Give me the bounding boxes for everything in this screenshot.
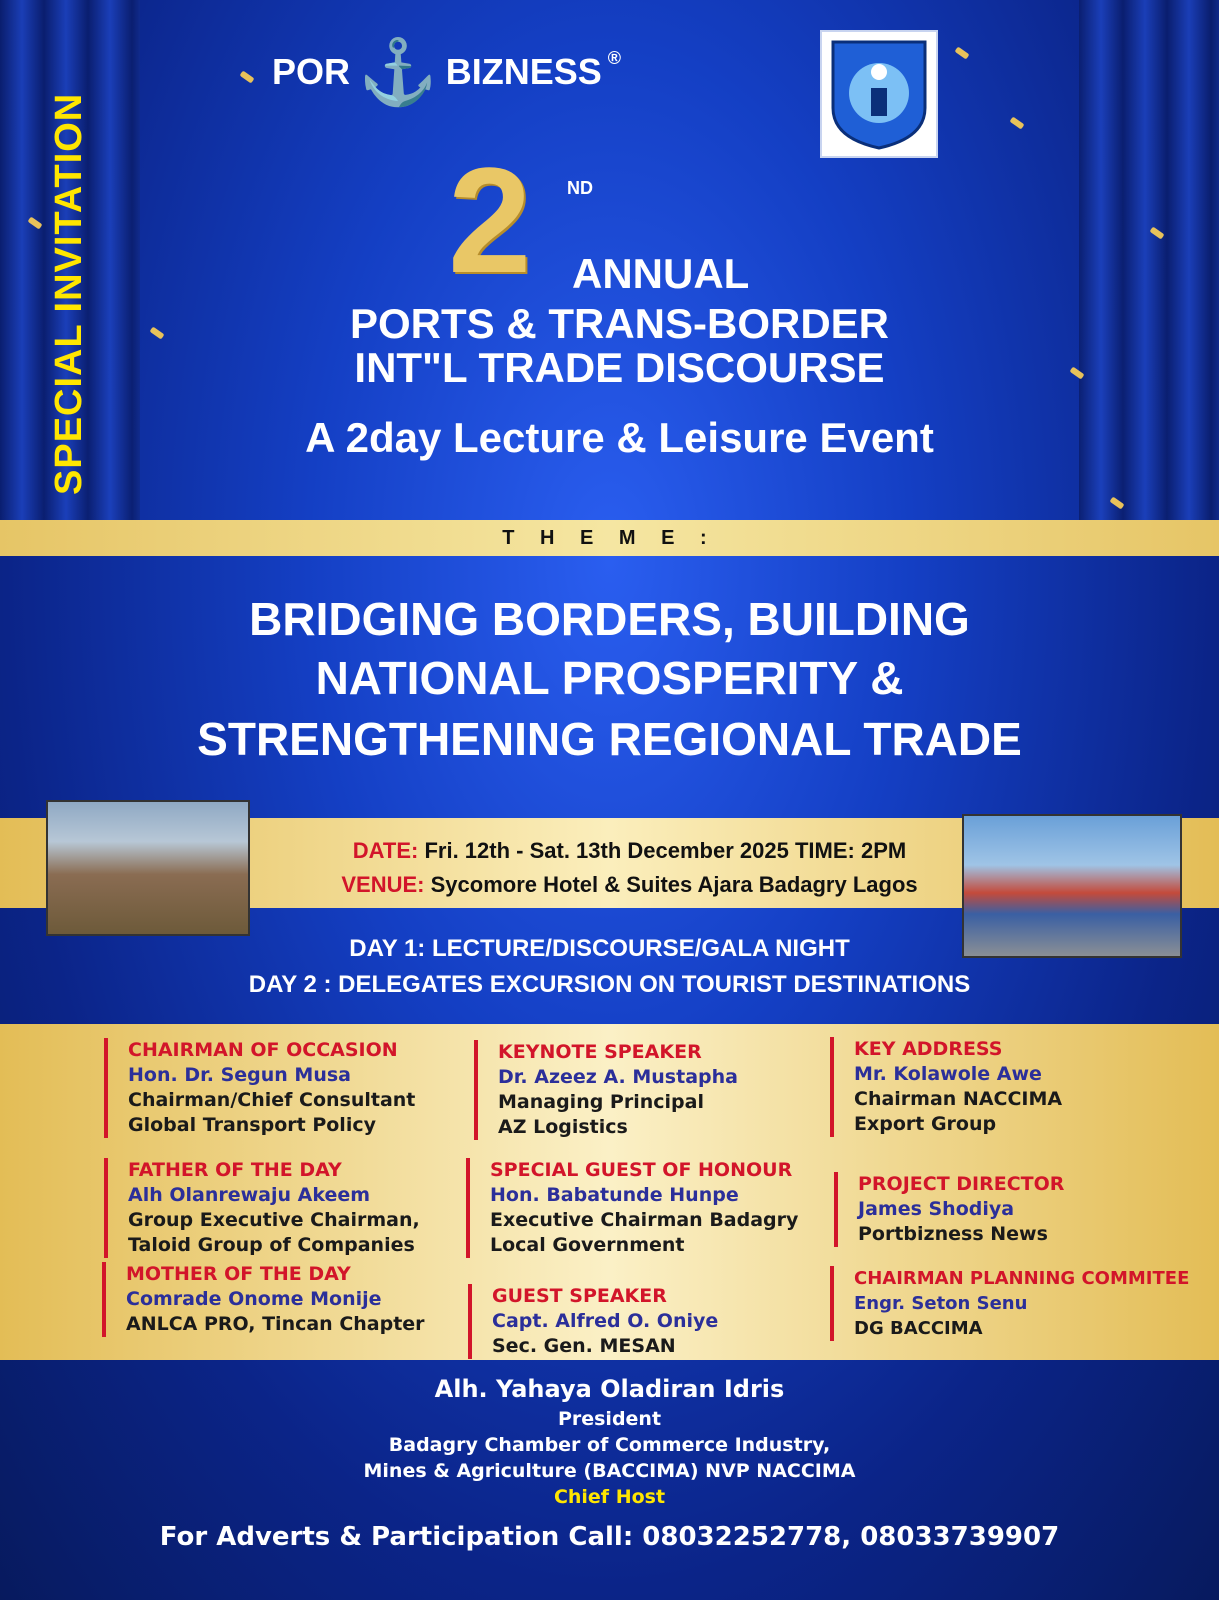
dignitary-name: Comrade Onome Monije bbox=[126, 1288, 382, 1310]
host-org-line1: Badagry Chamber of Commerce Industry, bbox=[388, 1434, 831, 1456]
dignitary-role: PROJECT DIRECTOR bbox=[858, 1173, 1065, 1195]
dignitary-desc: Global Transport Policy bbox=[128, 1114, 376, 1136]
chamber-seal-logo bbox=[820, 30, 938, 158]
theme-label: T H E M E : bbox=[0, 520, 1219, 556]
dignitary-desc: Chairman/Chief Consultant bbox=[128, 1089, 416, 1111]
dignitary-desc: DG BACCIMA bbox=[854, 1318, 983, 1339]
dignitary-desc: Executive Chairman Badagry bbox=[490, 1209, 799, 1231]
event-title-line2: INT"L TRADE DISCOURSE bbox=[354, 344, 885, 391]
dignitary-role: SPECIAL GUEST OF HONOUR bbox=[490, 1159, 793, 1181]
dignitary-name: Mr. Kolawole Awe bbox=[854, 1063, 1042, 1085]
dignitary-card bbox=[830, 1266, 1189, 1341]
dignitary-card bbox=[830, 1037, 1062, 1137]
dignitary-role: CHAIRMAN PLANNING COMMITEE bbox=[854, 1268, 1190, 1289]
registered-mark: ® bbox=[607, 47, 621, 68]
host-name: Alh. Yahaya Oladiran Idris bbox=[434, 1375, 785, 1403]
time-label: TIME: bbox=[794, 838, 855, 863]
time-value: 2PM bbox=[860, 838, 907, 863]
dignitary-desc: Taloid Group of Companies bbox=[128, 1234, 415, 1256]
date-value: Fri. 12th - Sat. 13th December 2025 bbox=[424, 838, 789, 863]
ordinal-number: 2 bbox=[448, 136, 532, 304]
dignitary-card bbox=[474, 1040, 738, 1140]
theme-line2: NATIONAL PROSPERITY & bbox=[315, 652, 904, 704]
dignitary-card bbox=[834, 1172, 1064, 1247]
border-fence-photo bbox=[46, 800, 250, 936]
dignitary-name: James Shodiya bbox=[858, 1198, 1015, 1220]
venue-line bbox=[20, 872, 1219, 898]
dignitary-name: Hon. Dr. Segun Musa bbox=[128, 1064, 351, 1086]
dignitary-role: KEYNOTE SPEAKER bbox=[498, 1041, 702, 1063]
chamber-seal-icon bbox=[827, 38, 931, 150]
dignitary-role: CHAIRMAN OF OCCASION bbox=[128, 1039, 398, 1061]
day2-program: DAY 2 : DELEGATES EXCURSION ON TOURIST DESTINATIONS bbox=[248, 971, 971, 998]
dignitary-card bbox=[104, 1038, 415, 1138]
dignitary-desc: Chairman NACCIMA bbox=[854, 1088, 1063, 1110]
event-subtitle: A 2day Lecture & Leisure Event bbox=[305, 414, 934, 461]
host-role: Chief Host bbox=[553, 1486, 666, 1508]
dignitary-desc: Group Executive Chairman, bbox=[128, 1209, 420, 1231]
contact-line: For Adverts & Participation Call: 08032252778, 08033739907 bbox=[159, 1522, 1060, 1552]
dignitary-role: FATHER OF THE DAY bbox=[128, 1159, 342, 1181]
dignitary-card bbox=[104, 1158, 420, 1258]
ordinal-suffix: ND bbox=[567, 178, 593, 198]
dignitary-name: Dr. Azeez A. Mustapha bbox=[498, 1066, 738, 1088]
event-title-line1: PORTS & TRANS-BORDER bbox=[349, 300, 889, 347]
day1-program: DAY 1: LECTURE/DISCOURSE/GALA NIGHT bbox=[349, 935, 850, 962]
theme-line1: BRIDGING BORDERS, BUILDING bbox=[249, 593, 970, 645]
date-label: DATE: bbox=[352, 838, 419, 863]
dignitary-desc: Export Group bbox=[854, 1113, 997, 1135]
dignitary-name: Hon. Babatunde Hunpe bbox=[490, 1184, 739, 1206]
portbizness-logo bbox=[272, 36, 621, 108]
host-title: President bbox=[557, 1408, 662, 1430]
dignitary-role: KEY ADDRESS bbox=[854, 1038, 1003, 1060]
special-invitation-label: SPECIAL INVITATION bbox=[48, 92, 90, 495]
logo-text-left: POR bbox=[272, 51, 351, 92]
dignitary-desc: AZ Logistics bbox=[498, 1116, 628, 1138]
venue-label: VENUE: bbox=[341, 872, 425, 897]
anchor-icon: ⚓ bbox=[358, 36, 438, 108]
annual-label: ANNUAL bbox=[572, 250, 750, 297]
dignitary-desc: ANLCA PRO, Tincan Chapter bbox=[126, 1313, 425, 1335]
host-org-line2: Mines & Agriculture (BACCIMA) NVP NACCIMA bbox=[363, 1460, 856, 1482]
dignitary-name: Alh Olanrewaju Akeem bbox=[128, 1184, 371, 1206]
dignitary-role: MOTHER OF THE DAY bbox=[126, 1263, 351, 1285]
dignitary-card bbox=[466, 1158, 798, 1258]
venue-value: Sycomore Hotel & Suites Ajara Badagry Lagos bbox=[430, 872, 918, 897]
dignitary-name: Capt. Alfred O. Oniye bbox=[492, 1310, 719, 1332]
dignitary-role: GUEST SPEAKER bbox=[492, 1285, 667, 1307]
logo-text-right: BIZNESS bbox=[445, 51, 602, 92]
dignitary-card bbox=[468, 1284, 718, 1359]
date-time-line bbox=[20, 838, 1219, 864]
dignitary-desc: Portbizness News bbox=[858, 1223, 1048, 1245]
theme-line3: STRENGTHENING REGIONAL TRADE bbox=[197, 713, 1022, 765]
dignitary-desc: Managing Principal bbox=[498, 1091, 704, 1113]
dignitary-desc: Sec. Gen. MESAN bbox=[492, 1335, 676, 1357]
dignitary-desc: Local Government bbox=[490, 1234, 685, 1256]
dignitary-name: Engr. Seton Senu bbox=[854, 1293, 1028, 1314]
dignitary-card bbox=[102, 1262, 425, 1337]
